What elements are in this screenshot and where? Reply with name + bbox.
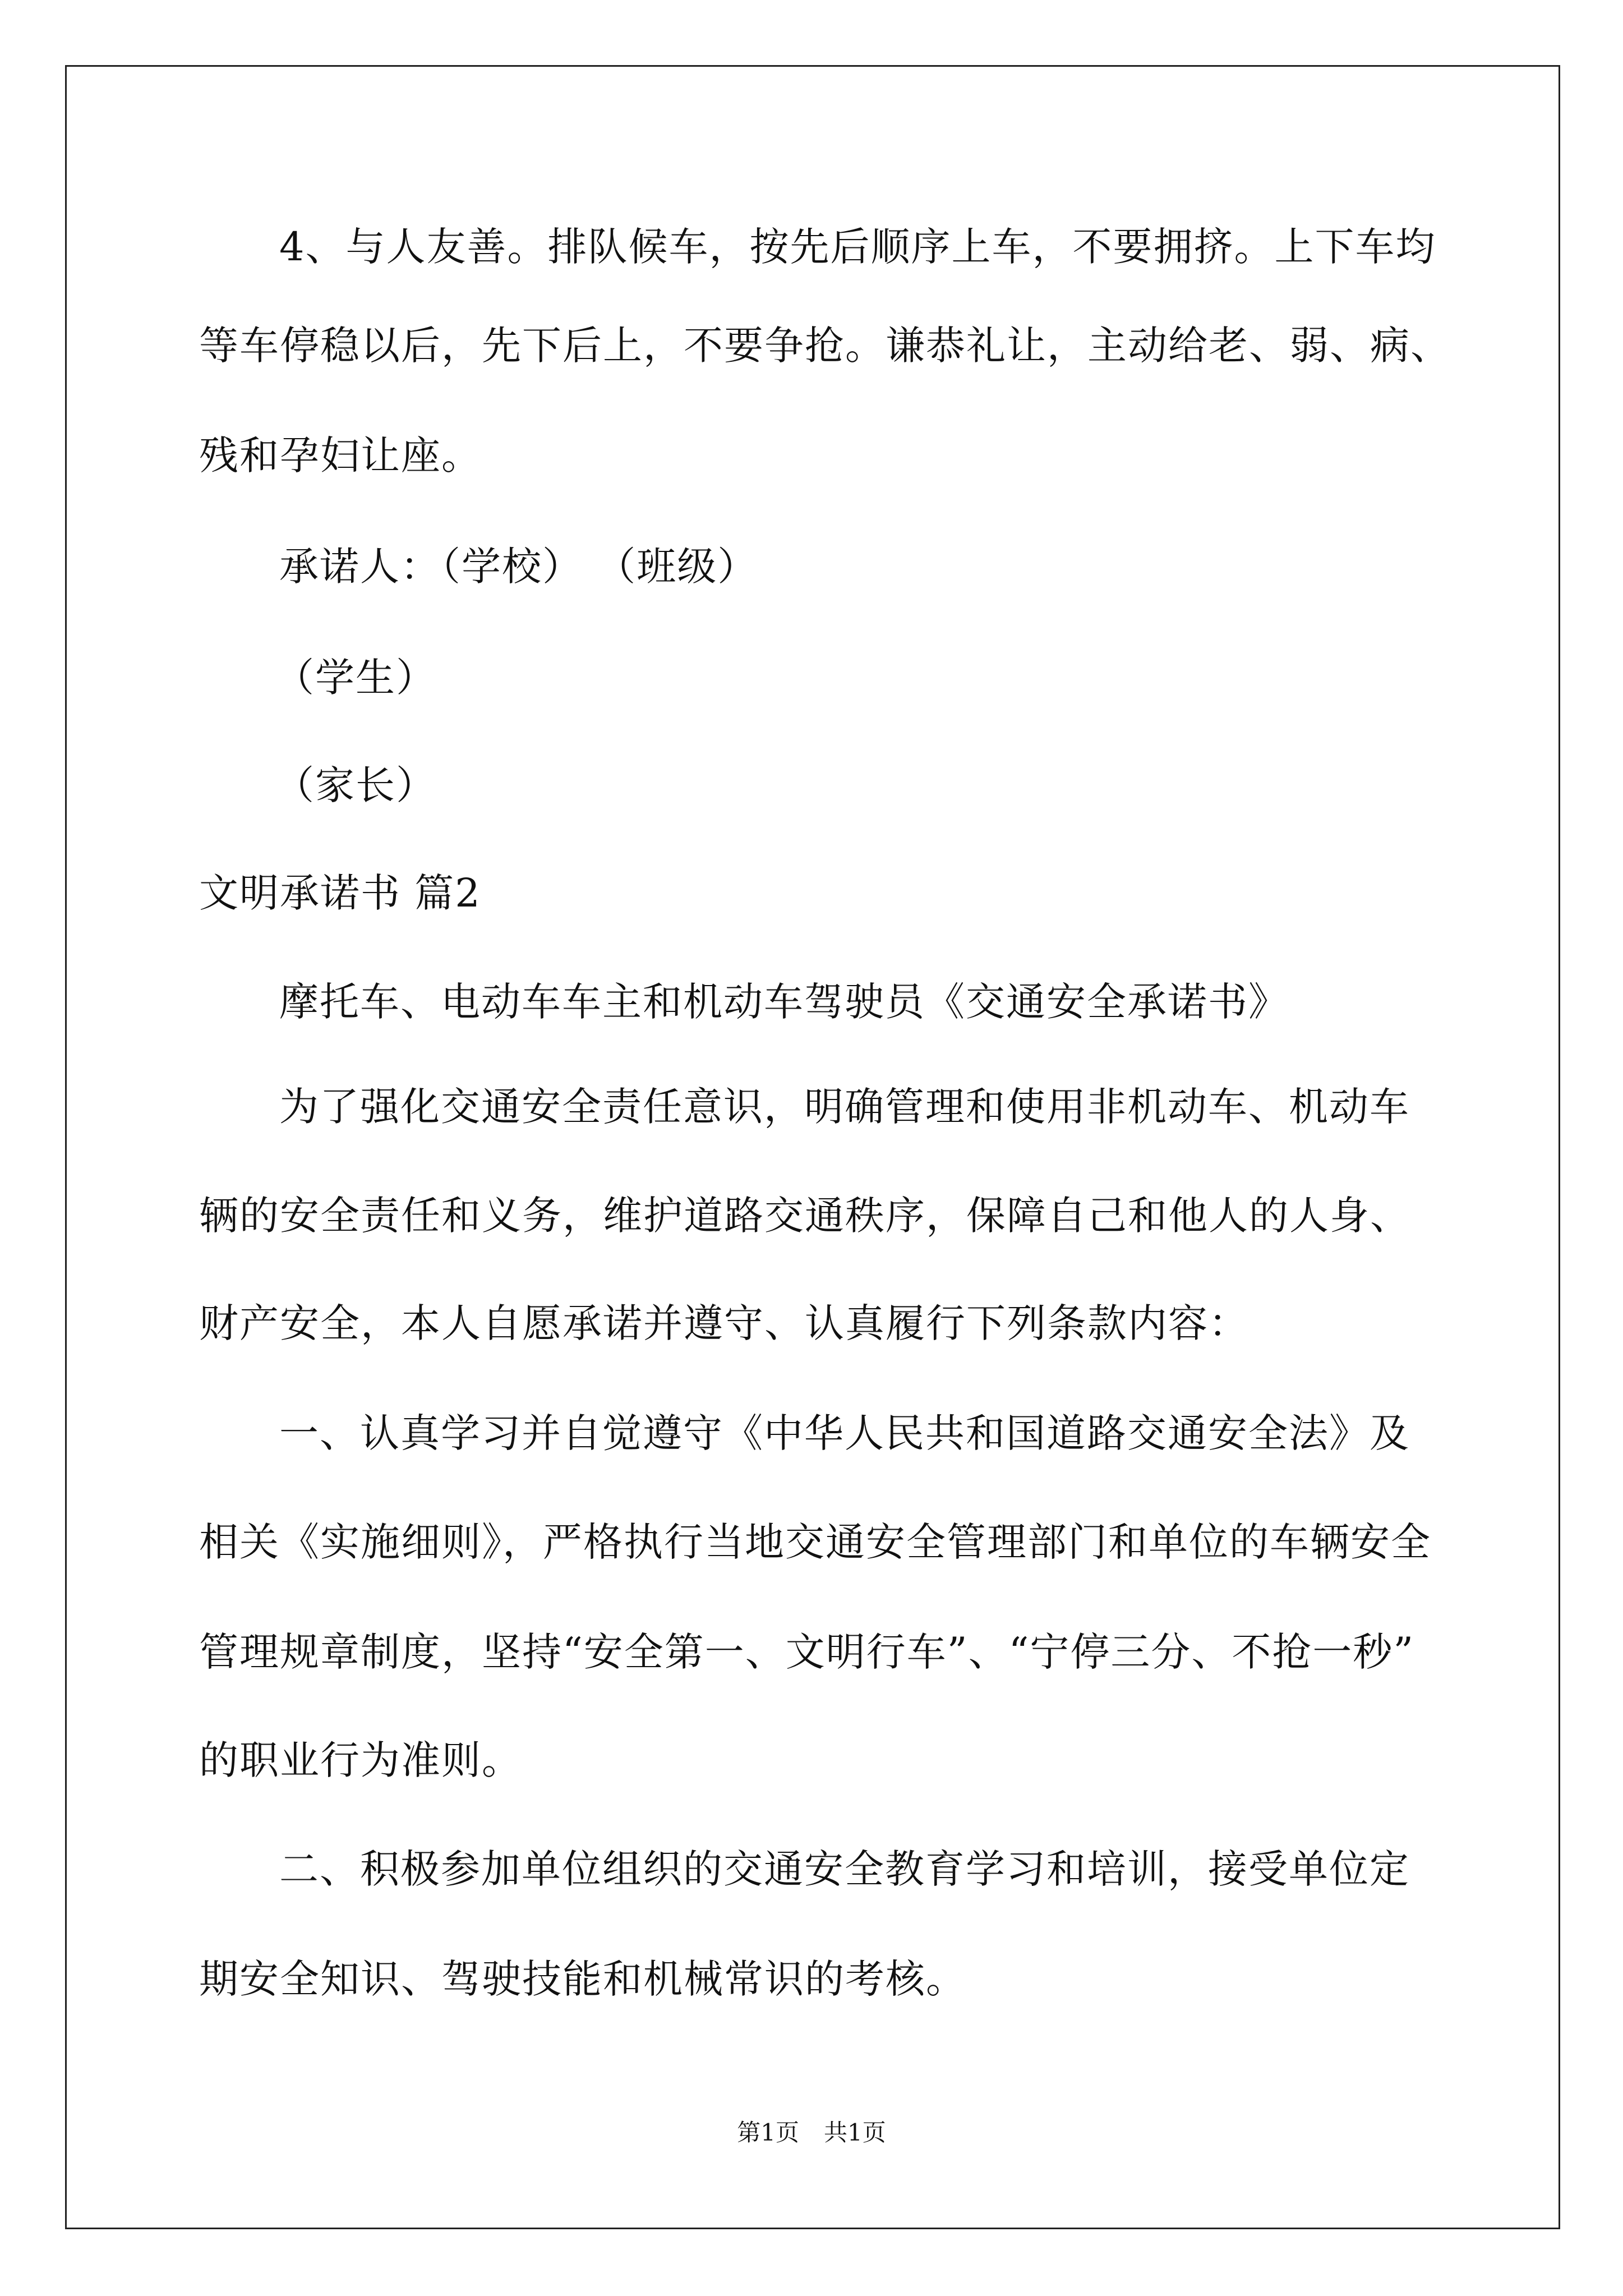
section-heading: 文明承诺书 篇2: [199, 870, 481, 916]
signatory-parent: （家长）: [275, 762, 436, 808]
document-subtitle: 摩托车、电动车车主和机动车驾驶员《交通安全承诺书》: [279, 979, 1289, 1025]
page-border: [65, 65, 1560, 2229]
page-number-total: 共1页: [824, 2119, 886, 2146]
paragraph-line: 相关《实施细则》，严格执行当地交通安全管理部门和单位的车辆安全: [199, 1519, 1431, 1565]
paragraph-line: 一、认真学习并自觉遵守《中华人民共和国道路交通安全法》及: [279, 1410, 1410, 1456]
signatory-line: 承诺人：（学校） （班级）: [279, 544, 758, 590]
paragraph-line: 二、积极参加单位组织的交通安全教育学习和培训，接受单位定: [279, 1846, 1410, 1892]
paragraph-line: 的职业行为准则。: [199, 1737, 522, 1783]
page-footer: [0, 2118, 1623, 2147]
paragraph-line: 等车停稳以后，先下后上，不要争抢。谦恭礼让，主动给老、弱、病、: [199, 323, 1451, 369]
paragraph-line: 财产安全，本人自愿承诺并遵守、认真履行下列条款内容：: [199, 1300, 1249, 1346]
paragraph-line: 期安全知识、驾驶技能和机械常识的考核。: [199, 1956, 966, 2002]
paragraph-line: 管理规章制度，坚持“安全第一、文明行车”、“宁停三分、不抢一秒”: [199, 1629, 1415, 1675]
signatory-student: （学生）: [275, 655, 436, 701]
paragraph-line: 残和孕妇让座。: [199, 432, 482, 478]
page-number-current: 第1页: [737, 2119, 799, 2146]
paragraph-line: 辆的安全责任和义务，维护道路交通秩序，保障自己和他人的人身、: [199, 1193, 1410, 1239]
paragraph-line: 为了强化交通安全责任意识，明确管理和使用非机动车、机动车: [279, 1084, 1410, 1130]
paragraph-line: 4、与人友善。排队候车，按先后顺序上车，不要拥挤。上下车均: [279, 224, 1436, 270]
